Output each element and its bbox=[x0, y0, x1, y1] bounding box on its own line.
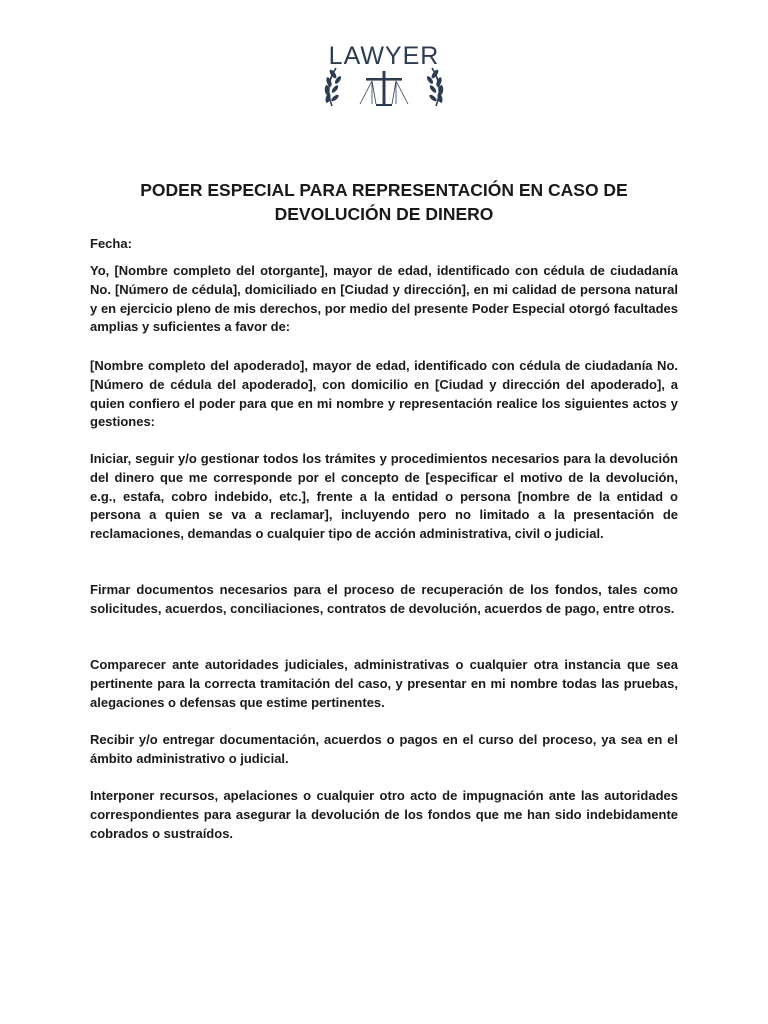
paragraph-initiate-procedures: Iniciar, seguir y/o gestionar todos los trámites y procedimientos necesarios para la devolución del dinero que me corresponde por el concepto de [especificar el motivo de la devolución, e.g., estafa, cobro indebido, etc.], frente a la entidad o persona [nombre de la entidad o persona a quien se va a reclamar], incluyendo pero no limitado a la presentación de reclamaciones, demandas o cualquier tipo de acción administrativa, civil o judicial. bbox=[90, 451, 678, 542]
paragraph-appear-before-authorities: Comparecer ante autoridades judiciales, administrativas o cualquier otra instancia que sea pertinente para la correcta tramitación del caso, y presentar en mi nombre todas las pruebas, alegaciones o defensas que estime pertinentes. bbox=[90, 657, 678, 710]
laurel-left-icon bbox=[324, 68, 342, 106]
paragraph-sign-documents: Firmar documentos necesarios para el proceso de recuperación de los fondos, tales como solicitudes, acuerdos, conciliaciones, contratos de devolución, acuerdos de pago, entre otros. bbox=[90, 582, 678, 616]
laurel-right-icon bbox=[426, 68, 444, 106]
logo-wordmark: LAWYER bbox=[328, 42, 440, 70]
paragraph-receive-documentation: Recibir y/o entregar documentación, acuerdos o pagos en el curso del proceso, ya sea en el ámbito administrativo o judicial. bbox=[90, 732, 678, 766]
paragraph-grantor: Yo, [Nombre completo del otorgante], mayor de edad, identificado con cédula de ciudadanía No. [Número de cédula], domiciliado en [Ciudad y dirección], en mi calidad de persona natural y en ejercicio pleno de mis derechos, por medio del presente Poder Especial otorgó facultades amplias y suficientes a favor de: bbox=[90, 263, 678, 335]
lawyer-logo bbox=[314, 38, 454, 110]
paragraph-attorney: [Nombre completo del apoderado], mayor de edad, identificado con cédula de ciudadanía No. [Número de cédula del apoderado], con domicilio en [Ciudad y dirección del apoderado], a quien confiero el poder para que en mi nombre y representación realice los siguientes actos y gestiones: bbox=[90, 358, 678, 430]
lawyer-logo-graphic bbox=[314, 38, 454, 110]
paragraph-file-appeals: Interponer recursos, apelaciones o cualquier otro acto de impugnación ante las autoridades correspondientes para asegurar la devolución de los fondos que me han sido indebidamente cobrados o sustraídos. bbox=[90, 788, 678, 841]
scales-of-justice-icon bbox=[360, 71, 408, 106]
document-title: PODER ESPECIAL PARA REPRESENTACIÓN EN CASO DE DEVOLUCIÓN DE DINERO bbox=[140, 180, 628, 224]
date-label: Fecha: bbox=[90, 236, 132, 251]
